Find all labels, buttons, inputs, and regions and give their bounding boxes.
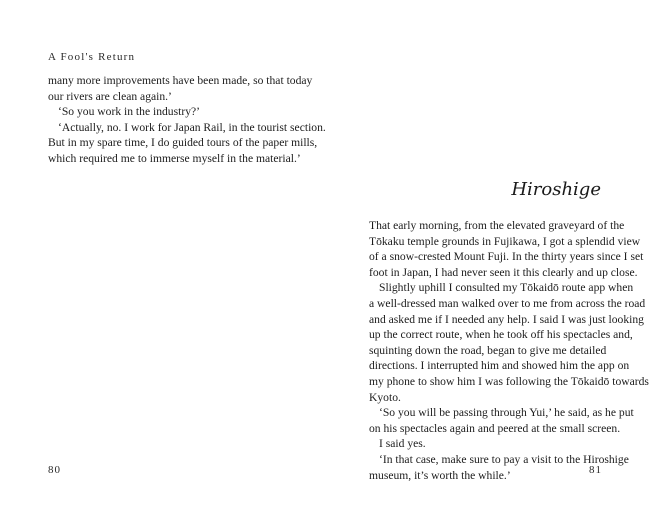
page-number-left: 80 <box>48 464 61 476</box>
text-line: ‘In that case, make sure to pay a visit to the Hiroshige <box>379 452 629 466</box>
text-line: ‘So you work in the industry?’ <box>58 105 201 119</box>
text-line: museum, it’s worth the while.’ <box>369 468 511 482</box>
text-line: But in my spare time, I do guided tours of the paper mills, <box>48 136 318 150</box>
right-page <box>325 0 650 529</box>
text-line: Slightly uphill I consulted my Tōkaidō route app when <box>379 281 634 295</box>
text-line: Tōkaku temple grounds in Fujikawa, I got a splendid view <box>369 234 641 248</box>
running-head: A Fool's Return <box>48 51 136 63</box>
text-line: ‘Actually, no. I work for Japan Rail, in the tourist section. <box>58 120 326 134</box>
text-line: and asked me if I needed any help. I said I was just looking <box>369 312 644 326</box>
right-body-text <box>369 218 649 483</box>
text-line: directions. I interrupted him and showed him the app on <box>369 359 630 373</box>
text-line: up the correct route, when he took off his spectacles and, <box>369 328 633 342</box>
text-line: my phone to show him I was following the Tōkaidō towards <box>369 374 649 388</box>
text-line: foot in Japan, I had never seen it this clearly and up close. <box>369 265 638 279</box>
page-number-right: 81 <box>589 464 602 476</box>
text-line: of a snow-crested Mount Fuji. In the thirty years since I set <box>369 250 644 264</box>
text-line: many more improvements have been made, so that today <box>48 74 313 87</box>
text-line: which required me to immerse myself in the material.’ <box>48 151 301 165</box>
text-line: I said yes. <box>379 437 426 451</box>
text-line: That early morning, from the elevated graveyard of the <box>369 219 625 232</box>
left-body-text <box>48 73 326 167</box>
text-line: Kyoto. <box>369 390 401 404</box>
text-line: squinting down the road, began to give me detailed <box>369 343 607 357</box>
text-line: a well-dressed man walked over to me from across the road <box>369 296 646 310</box>
text-line: on his spectacles again and peered at the small screen. <box>369 421 621 435</box>
text-line: our rivers are clean again.’ <box>48 89 172 103</box>
chapter-title: Hiroshige <box>511 179 601 200</box>
text-line: ‘So you will be passing through Yui,’ he said, as he put <box>379 406 634 420</box>
